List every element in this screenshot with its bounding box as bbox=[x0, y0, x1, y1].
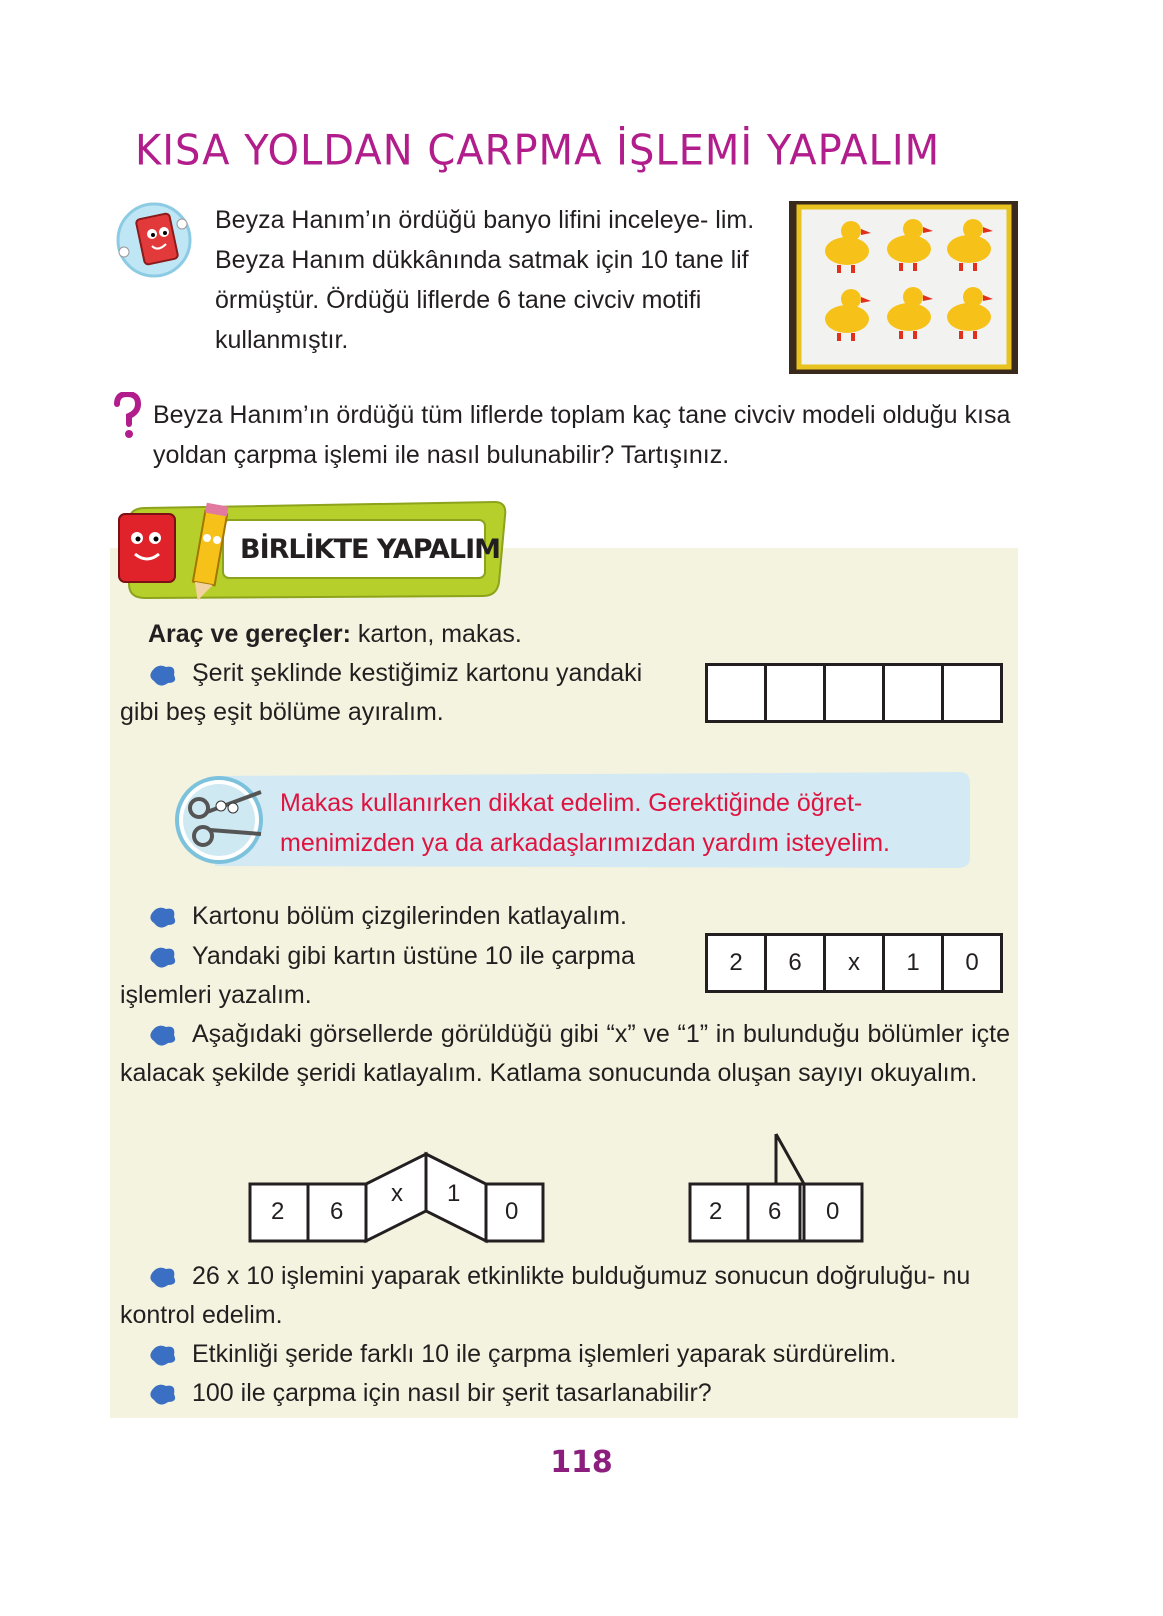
numbered-strip bbox=[705, 933, 1003, 993]
strip-cell bbox=[944, 666, 1000, 720]
step-6: Etkinliği şeride farklı 10 ile çarpma işlemleri yaparak sürdürelim. bbox=[192, 1340, 897, 1368]
materials-label: Araç ve gereçler: bbox=[148, 620, 351, 648]
strip-cell: 2 bbox=[708, 936, 767, 990]
fold-label: 2 bbox=[271, 1198, 285, 1225]
strip-cell bbox=[767, 666, 826, 720]
strip-cell: 6 bbox=[767, 936, 826, 990]
fold-label: 2 bbox=[709, 1198, 723, 1225]
strip-cell bbox=[708, 666, 767, 720]
fold-complete-diagram bbox=[688, 1130, 868, 1244]
fold-label: 0 bbox=[505, 1198, 519, 1225]
strip-cell: 1 bbox=[885, 936, 944, 990]
question-mark-icon bbox=[112, 392, 142, 440]
fold-label: x bbox=[391, 1180, 403, 1207]
strip-cell bbox=[885, 666, 944, 720]
step-3: Yandaki gibi kartın üstüne 10 ile çarpma işlemleri yazalım. bbox=[120, 942, 635, 1009]
step-7: 100 ile çarpma için nasıl bir şerit tasarlanabilir? bbox=[192, 1379, 712, 1407]
question-text: Beyza Hanım’ın ördüğü tüm liflerde toplam kaç tane civciv modeli olduğu kısa yoldan çarpma işlemi ile nasıl bulunabilir? Tartışınız. bbox=[153, 401, 1011, 469]
step-2: Kartonu bölüm çizgilerinden katlayalım. bbox=[192, 902, 627, 930]
bullet-splash-icon bbox=[148, 1343, 178, 1367]
warning-text: Makas kullanırken dikkat edelim. Gerektiğinde öğret- menimizden ya da arkadaşlarımızdan yardım isteyelim. bbox=[280, 789, 890, 857]
knitted-towel-photo bbox=[789, 201, 1018, 374]
fold-label: 6 bbox=[330, 1198, 344, 1225]
strip-cell: 0 bbox=[965, 949, 979, 976]
fold-label: 1 bbox=[447, 1180, 461, 1207]
page-title: KISA YOLDAN ÇARPMA İŞLEMİ YAPALIM bbox=[135, 126, 941, 176]
section-label: BİRLİKTE YAPALIM bbox=[240, 534, 501, 565]
empty-strip bbox=[705, 663, 1003, 723]
fold-label: 6 bbox=[768, 1198, 782, 1225]
fold-label: 0 bbox=[826, 1198, 840, 1225]
step-4: Aşağıdaki görsellerde görüldüğü gibi “x” ve “1” in bulunduğu bölümler içte kalacak şekilde şeridi katlayalım. Katlama sonucunda oluşan sayıyı okuyalım. bbox=[120, 1020, 1010, 1087]
page-number: 118 bbox=[550, 1445, 613, 1480]
notebook-mascot-icon bbox=[110, 196, 198, 284]
step-1: Şerit şeklinde kestiğimiz kartonu yandaki gibi beş eşit bölüme ayıralım. bbox=[120, 659, 643, 726]
intro-paragraph: Beyza Hanım’ın ördüğü banyo lifini inceleye- lim. Beyza Hanım dükkânında satmak için 10 tane lif örmüştür. Ördüğü liflerde 6 tane civciv motifi kullanmıştır. bbox=[215, 206, 755, 354]
materials-line bbox=[148, 615, 522, 654]
materials-value: karton, makas. bbox=[350, 620, 522, 648]
scissors-icon bbox=[177, 778, 261, 862]
step-5: 26 x 10 işlemini yaparak etkinlikte bulduğumuz sonucun doğruluğu- nu kontrol edelim. bbox=[120, 1262, 971, 1329]
strip-cell: x bbox=[826, 936, 885, 990]
bullet-splash-icon bbox=[148, 905, 178, 929]
strip-cell bbox=[826, 666, 885, 720]
bullet-splash-icon bbox=[148, 1382, 178, 1406]
